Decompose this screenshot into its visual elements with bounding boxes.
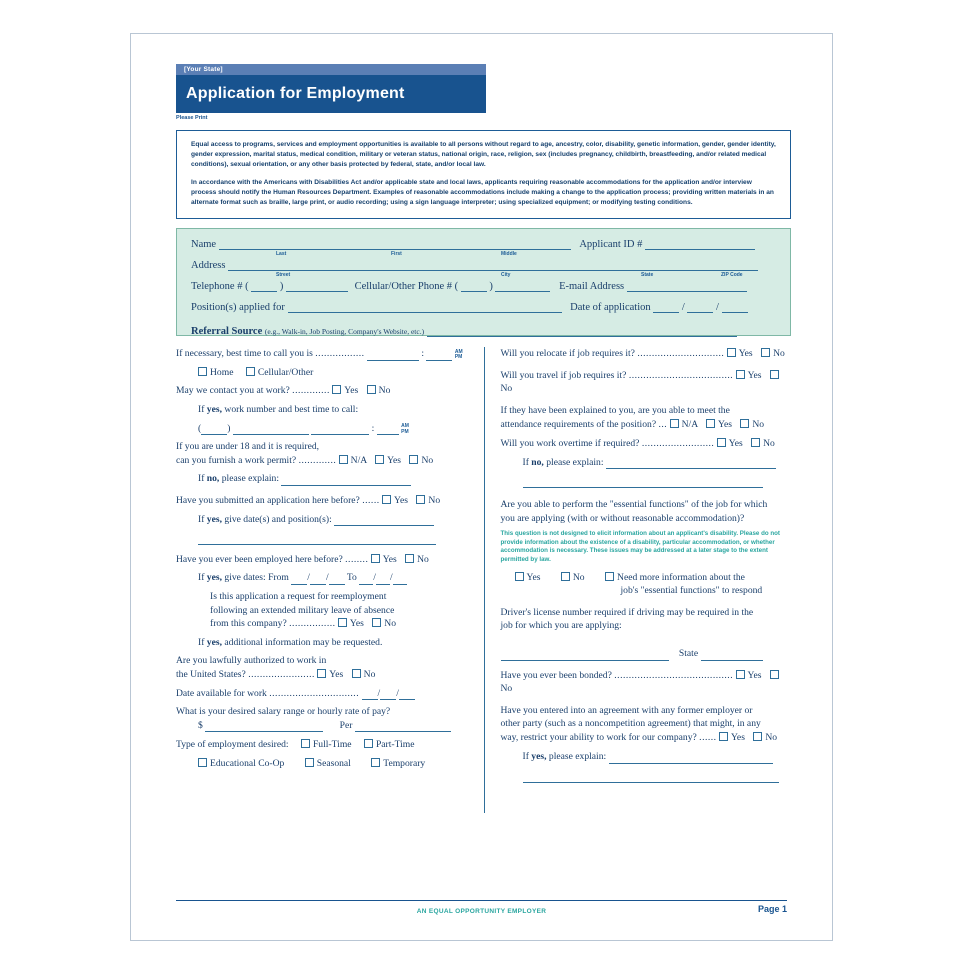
slash-d: /: [389, 572, 393, 584]
page-footer: [176, 900, 787, 918]
reemployment-line1: Is this application a request for reemployment: [210, 590, 387, 602]
am-pm-group: [455, 350, 463, 361]
checkbox-contact-work-no[interactable]: [367, 385, 376, 394]
r-yes-7: Yes: [730, 731, 745, 743]
checkbox-work-permit-yes[interactable]: [375, 455, 384, 464]
checkbox-travel-no[interactable]: [770, 370, 779, 379]
employed-dates-label: give dates: From: [224, 572, 289, 584]
position-label: Position(s) applied for: [191, 302, 285, 314]
no-label-1: No: [378, 385, 391, 397]
page-number: Page 1: [757, 904, 787, 914]
slash-e: /: [377, 687, 381, 699]
r-no-2: No: [500, 383, 513, 395]
work-permit-line2: can you furnish a work permit?: [176, 454, 297, 466]
referral-input[interactable]: [427, 325, 737, 337]
checkbox-work-permit-na[interactable]: [339, 455, 348, 464]
authorized-question: Are you lawfully authorized to work in the United States? ....................... Yes No: [176, 654, 470, 681]
r-no-4: No: [763, 438, 775, 450]
drivers-license-question: [501, 606, 792, 633]
cellular-paren-close: ): [489, 281, 493, 293]
email-label: E-mail Address: [559, 281, 625, 293]
email-input[interactable]: [627, 280, 747, 292]
submitted-dates-row: If yes, give date(s) and position(s):: [198, 513, 470, 527]
travel-question: Will you travel if job requires it? .................................... Yes No: [501, 369, 792, 396]
checkbox-reemployment-no[interactable]: [372, 618, 381, 627]
checkbox-work-permit-no[interactable]: [409, 455, 418, 464]
page-title: Application for Employment: [176, 75, 486, 113]
name-row: [191, 238, 776, 259]
checkbox-reemployment-yes[interactable]: [338, 618, 347, 627]
reemployment-line2: following an extended military leave of absence: [210, 604, 395, 616]
submitted-dates-row-2: [198, 531, 470, 545]
reemployment-question: Is this application a request for reemployment following an extended military leave of absence from this company? ................ Yes No: [210, 590, 470, 631]
r-if-yes-bold: yes,: [531, 751, 547, 763]
attendance-line1: If they have been explained to you, are you able to meet the: [500, 405, 730, 416]
dollar-sign: $: [198, 719, 203, 731]
part-time-label: Part-Time: [375, 739, 415, 751]
work-permit-explain: If no, please explain:: [198, 472, 470, 486]
to-label: To: [346, 572, 357, 584]
checkbox-employed-yes[interactable]: [371, 554, 380, 563]
if-yes-bold-4: yes,: [206, 636, 222, 648]
per-input[interactable]: [355, 720, 451, 732]
name-label: Name: [191, 239, 217, 251]
r-yes-2: Yes: [747, 369, 762, 381]
questions-columns: [176, 347, 791, 813]
telephone-paren-close: ): [279, 281, 284, 293]
r-no-3: No: [752, 418, 765, 430]
r-no-7: No: [765, 731, 778, 743]
overtime-question: Will you work overtime if required? ......................... Yes No: [500, 438, 775, 450]
salary-question: [176, 705, 470, 732]
please-print-note: Please Print: [176, 115, 208, 121]
available-year-input[interactable]: [399, 688, 415, 700]
date-month-input[interactable]: [653, 301, 679, 313]
work-call-minutes-input[interactable]: [377, 423, 399, 435]
overtime-explain-row: If no, please explain:: [523, 456, 792, 470]
checkbox-bonded-yes[interactable]: [736, 670, 745, 679]
agreement-explain-row-2: [523, 769, 792, 783]
checkbox-cellular-other[interactable]: [246, 367, 255, 376]
agreement-line1: Have you entered into an agreement with any former employer or: [500, 704, 753, 716]
r-yes-3: Yes: [718, 418, 732, 430]
checkbox-attendance-no[interactable]: [740, 419, 749, 428]
submitted-before-question: Have you submitted an application here before? ...... Yes No: [176, 494, 441, 506]
checkbox-overtime-no[interactable]: [751, 438, 760, 447]
applicant-id-input[interactable]: [645, 238, 755, 250]
submitted-dates-input-2[interactable]: [198, 533, 436, 545]
date-slash-2: /: [716, 302, 719, 314]
yes-label-1: Yes: [344, 385, 359, 397]
work-permit-line1: If you are under 18 and it is required,: [176, 441, 320, 453]
tick-first: First: [391, 251, 402, 258]
no-label-3: No: [428, 494, 441, 506]
essential-line1: Are you able to perform the "essential functions" of the job for which: [500, 498, 768, 510]
cellular-other-label: Cellular/Other: [257, 366, 314, 378]
state-tag: [Your State]: [176, 64, 486, 75]
agreement-line2: other party (such as a noncompetition agreement) that might, in any: [500, 718, 761, 730]
pm-label-2: PM: [401, 428, 409, 435]
date-day-input[interactable]: [687, 301, 713, 313]
best-time-options: [198, 366, 470, 380]
yes-label-6: Yes: [329, 668, 344, 680]
essential-functions-question: [501, 498, 792, 525]
form-page: [130, 33, 833, 941]
yes-label-5: Yes: [349, 618, 364, 630]
employment-type-question: [176, 738, 470, 752]
no-label-4: No: [417, 553, 429, 565]
checkbox-submitted-yes[interactable]: [382, 495, 391, 504]
license-line2: job for which you are applying:: [500, 620, 622, 632]
explain-label-1: please explain:: [221, 473, 280, 485]
to-year-input[interactable]: [393, 573, 407, 585]
date-slash-1: /: [681, 302, 685, 314]
attendance-line2: attendance requirements of the position?: [500, 418, 657, 430]
if-yes-bold-3: yes,: [206, 572, 222, 584]
agreement-explain-input-2[interactable]: [523, 771, 779, 783]
date-year-input[interactable]: [722, 301, 748, 313]
work-permit-explain-input[interactable]: [281, 474, 411, 486]
full-time-label: Full-Time: [312, 739, 352, 751]
salary-input[interactable]: [205, 720, 323, 732]
r-yes-1: Yes: [738, 348, 753, 360]
authorized-line2: the United States?: [176, 668, 246, 680]
eeo-paragraph-1: Equal access to programs, services and employment opportunities is available to all persons without regard to age, ancestry, color, disability, genetic information, gender, gender identity, gender expression, marital status, medical condition, military or veteran status, national origin, race, religion, sex (includes pregnancy, childbirth, breastfeeding, and/or related medical conditions), sexual orientation, or any other basis protected by federal, state, and/or local law.: [191, 141, 776, 169]
cellular-label: Cellular/Other Phone # (: [354, 281, 459, 293]
license-state-input[interactable]: [701, 649, 763, 661]
overtime-explain-row-2: [523, 474, 792, 488]
submitted-before-label: Have you submitted an application here before?: [176, 494, 360, 506]
slash-f: /: [396, 687, 399, 699]
footer-row: [176, 904, 787, 918]
eeo-paragraph-2: In accordance with the Americans with Disabilities Act and/or applicable state and local laws, applicants requiring reasonable accommodations for the application and/or interview process should notify the Human Resources Department. Examples of reasonable accommodations include making a change to the application process; providing written materials in an alternate format such as braille, large print, or audio recording; using a sign language interpreter; using specialized equipment; or modifying testing conditions.: [191, 178, 774, 207]
checkbox-contact-work-yes[interactable]: [332, 385, 341, 394]
employment-type-label: Type of employment desired:: [176, 739, 289, 751]
employment-type-row-2: [198, 757, 470, 771]
noncompete-question: Have you entered into an agreement with any former employer or other party (such as a noncompetition agreement) that might, in any way, restrict your ability to work for our company? ...... Yes No: [501, 704, 792, 745]
tick-middle: Middle: [501, 251, 517, 258]
overtime-explain-input-2[interactable]: [523, 476, 763, 488]
available-day-input[interactable]: [377, 687, 396, 700]
essential-functions-options: [515, 571, 792, 598]
checkbox-attendance-na[interactable]: [670, 419, 679, 428]
no-label-5: No: [384, 618, 397, 630]
to-day-input[interactable]: [376, 573, 390, 585]
work-number-row: ( ) : AM PM: [198, 422, 409, 435]
if-no-bold-1: no,: [206, 473, 220, 485]
checkbox-temporary[interactable]: [371, 758, 380, 767]
yes-label-2: Yes: [387, 454, 402, 466]
agreement-line3: way, restrict your ability to work for our company?: [500, 731, 697, 743]
overtime-explain-input[interactable]: [606, 457, 776, 469]
bonded-label: Have you ever been bonded?: [500, 669, 612, 681]
eeo-statement: [176, 130, 791, 219]
agreement-explain-input[interactable]: [609, 752, 773, 764]
from-day-input[interactable]: [310, 573, 326, 585]
r-if-no-bold: no,: [531, 456, 544, 468]
reemployment-note: If yes, additional information may be requested.: [198, 636, 383, 648]
form-content: [176, 64, 791, 813]
seasonal-label: Seasonal: [316, 757, 351, 769]
tick-zip: ZIP Code: [721, 272, 743, 279]
date-of-application-label: Date of application: [570, 302, 651, 314]
if-yes-bold-1: yes,: [206, 404, 222, 415]
date-available-label: Date available for work: [176, 687, 267, 699]
essential-functions-disclaimer: This question is not designed to elicit information about an applicant's disability. Please do not provide information about the existence of a disability, particular accommodation, or whether accommodation is necessary. These issues may be addressed at a later stage to the extent permitted by law.: [500, 530, 780, 563]
slash-b: /: [325, 572, 329, 584]
slash-c: /: [373, 572, 376, 584]
overtime-label: Will you work overtime if required?: [500, 438, 640, 450]
no-label-2: No: [421, 454, 434, 466]
attendance-question: If they have been explained to you, are you able to meet the attendance requirements of the position? ... N/A Yes No: [501, 404, 792, 431]
best-time-question: If necessary, best time to call you is ................. : AM PM: [176, 348, 463, 361]
agreement-explain-row: If yes, please explain:: [523, 750, 792, 764]
footer-divider: [176, 900, 787, 901]
reemployment-note-label: additional information may be requested.: [224, 636, 383, 648]
checkbox-submitted-no[interactable]: [416, 495, 425, 504]
salary-label: What is your desired salary range or hourly rate of pay?: [176, 706, 391, 718]
work-number-area-input[interactable]: [201, 423, 227, 435]
submitted-dates-label: give date(s) and position(s):: [224, 513, 332, 525]
checkbox-authorized-yes[interactable]: [317, 669, 326, 678]
slash-a: /: [307, 572, 310, 584]
tick-street: Street: [276, 272, 291, 279]
checkbox-attendance-yes[interactable]: [706, 419, 715, 428]
need-more-line1: Need more information about the: [617, 571, 745, 583]
pm-label: PM: [454, 354, 463, 361]
address-row: [191, 259, 776, 280]
educational-coop-label: Educational Co-Op: [210, 757, 285, 769]
checkbox-educational-coop[interactable]: [198, 758, 207, 767]
license-number-input[interactable]: [501, 649, 669, 661]
checkbox-agreement-yes[interactable]: [719, 732, 728, 741]
yes-label-4: Yes: [382, 553, 397, 565]
license-line1: Driver's license number required if driving may be required in the: [500, 606, 754, 618]
right-column: [484, 347, 792, 813]
from-year-input[interactable]: [329, 573, 345, 585]
license-state-label: State: [678, 647, 699, 659]
reemployment-line3: from this company?: [210, 618, 287, 630]
yes-label-3: Yes: [394, 494, 408, 506]
tick-last: Last: [276, 251, 287, 258]
cellular-input[interactable]: [495, 280, 550, 292]
referral-row: [191, 325, 776, 337]
telephone-input[interactable]: [286, 280, 348, 292]
checkbox-home[interactable]: [198, 367, 207, 376]
address-input[interactable]: [228, 259, 758, 271]
na-label-1: N/A: [350, 454, 367, 466]
work-number-instruction: If yes, work number and best time to call:: [198, 404, 359, 415]
contact-at-work-question: May we contact you at work? ............. Yes No: [176, 385, 391, 397]
work-number-label: work number and best time to call:: [224, 404, 359, 415]
employed-before-question: Have you ever been employed here before? ........ Yes No: [176, 553, 429, 565]
phone-row: [191, 280, 776, 301]
employed-dates-row: If yes, give dates: From / / To / /: [198, 571, 470, 585]
relocate-question: Will you relocate if job requires it? .............................. Yes No: [500, 348, 785, 360]
checkbox-need-more-info[interactable]: [605, 572, 614, 581]
name-input[interactable]: [219, 238, 571, 250]
checkbox-employed-no[interactable]: [405, 554, 414, 563]
position-row: [191, 301, 776, 322]
r-no-6: No: [500, 683, 513, 695]
checkbox-relocate-no[interactable]: [761, 348, 770, 357]
telephone-label: Telephone # (: [191, 281, 249, 293]
authorized-line1: Are you lawfully authorized to work in: [176, 655, 327, 667]
r-no-1: No: [773, 348, 785, 360]
applicant-info-panel: [176, 228, 791, 336]
essential-line2: you are applying (with or without reasonable accommodation)?: [500, 512, 745, 524]
work-call-time-input[interactable]: [311, 423, 369, 435]
work-permit-question: If you are under 18 and it is required, can you furnish a work permit? ............. N/A Yes No: [176, 440, 470, 467]
checkbox-full-time[interactable]: [301, 739, 310, 748]
equal-opportunity-text: AN EQUAL OPPORTUNITY EMPLOYER: [416, 907, 547, 915]
bonded-question: Have you ever been bonded? ......................................... Yes No: [501, 669, 792, 696]
temporary-label: Temporary: [383, 757, 426, 769]
checkbox-overtime-yes[interactable]: [717, 438, 726, 447]
if-yes-bold-2: yes,: [206, 513, 222, 525]
no-label-6: No: [363, 668, 376, 680]
tick-state: State: [641, 272, 654, 279]
checkbox-agreement-no[interactable]: [753, 732, 762, 741]
r-yes-4: Yes: [728, 438, 743, 450]
r-no-5: No: [572, 571, 585, 583]
checkbox-relocate-yes[interactable]: [727, 348, 736, 357]
r-na-1: N/A: [681, 418, 698, 430]
checkbox-essential-no[interactable]: [561, 572, 570, 581]
available-month-input[interactable]: [362, 688, 378, 700]
referral-label: Referral Source: [191, 326, 263, 338]
from-month-input[interactable]: [291, 573, 307, 585]
employed-before-label: Have you ever been employed here before?: [176, 553, 343, 565]
tick-city: City: [501, 272, 511, 279]
am-label: AM: [454, 349, 463, 355]
date-available-question: Date available for work ............................... / /: [176, 687, 470, 701]
checkbox-bonded-no[interactable]: [770, 670, 779, 679]
position-input[interactable]: [288, 301, 562, 313]
referral-hint: (e.g., Walk-in, Job Posting, Company's Website, etc.): [264, 327, 425, 337]
cellular-area-input[interactable]: [461, 280, 487, 292]
telephone-area-input[interactable]: [251, 280, 277, 292]
best-time-label: If necessary, best time to call you is: [176, 348, 313, 360]
checkbox-authorized-no[interactable]: [352, 669, 361, 678]
best-time-minutes-input[interactable]: [426, 349, 452, 361]
per-label: Per: [339, 719, 353, 731]
r-explain-label-2: please explain:: [548, 751, 607, 763]
work-number-input[interactable]: [233, 423, 309, 435]
r-yes-6: Yes: [747, 669, 762, 681]
travel-label: Will you travel if job requires it?: [500, 369, 627, 381]
checkbox-part-time[interactable]: [364, 739, 373, 748]
checkbox-essential-yes[interactable]: [515, 572, 524, 581]
r-explain-label-1: please explain:: [546, 456, 604, 468]
to-month-input[interactable]: [359, 573, 373, 585]
am-pm-group-2: [401, 424, 409, 435]
best-time-input[interactable]: [367, 349, 419, 361]
home-label: Home: [210, 366, 234, 378]
left-column: [176, 347, 484, 813]
drivers-license-row: [501, 647, 792, 661]
applicant-id-label: Applicant ID #: [579, 239, 643, 251]
checkbox-travel-yes[interactable]: [736, 370, 745, 379]
submitted-dates-input[interactable]: [334, 514, 434, 526]
need-more-line2: job's "essential functions" to respond: [620, 585, 763, 597]
r-yes-5: Yes: [526, 571, 541, 583]
relocate-label: Will you relocate if job requires it?: [500, 348, 635, 360]
am-label-2: AM: [401, 423, 409, 430]
checkbox-seasonal[interactable]: [305, 758, 314, 767]
address-label: Address: [191, 260, 226, 272]
contact-at-work-label: May we contact you at work?: [176, 385, 290, 397]
